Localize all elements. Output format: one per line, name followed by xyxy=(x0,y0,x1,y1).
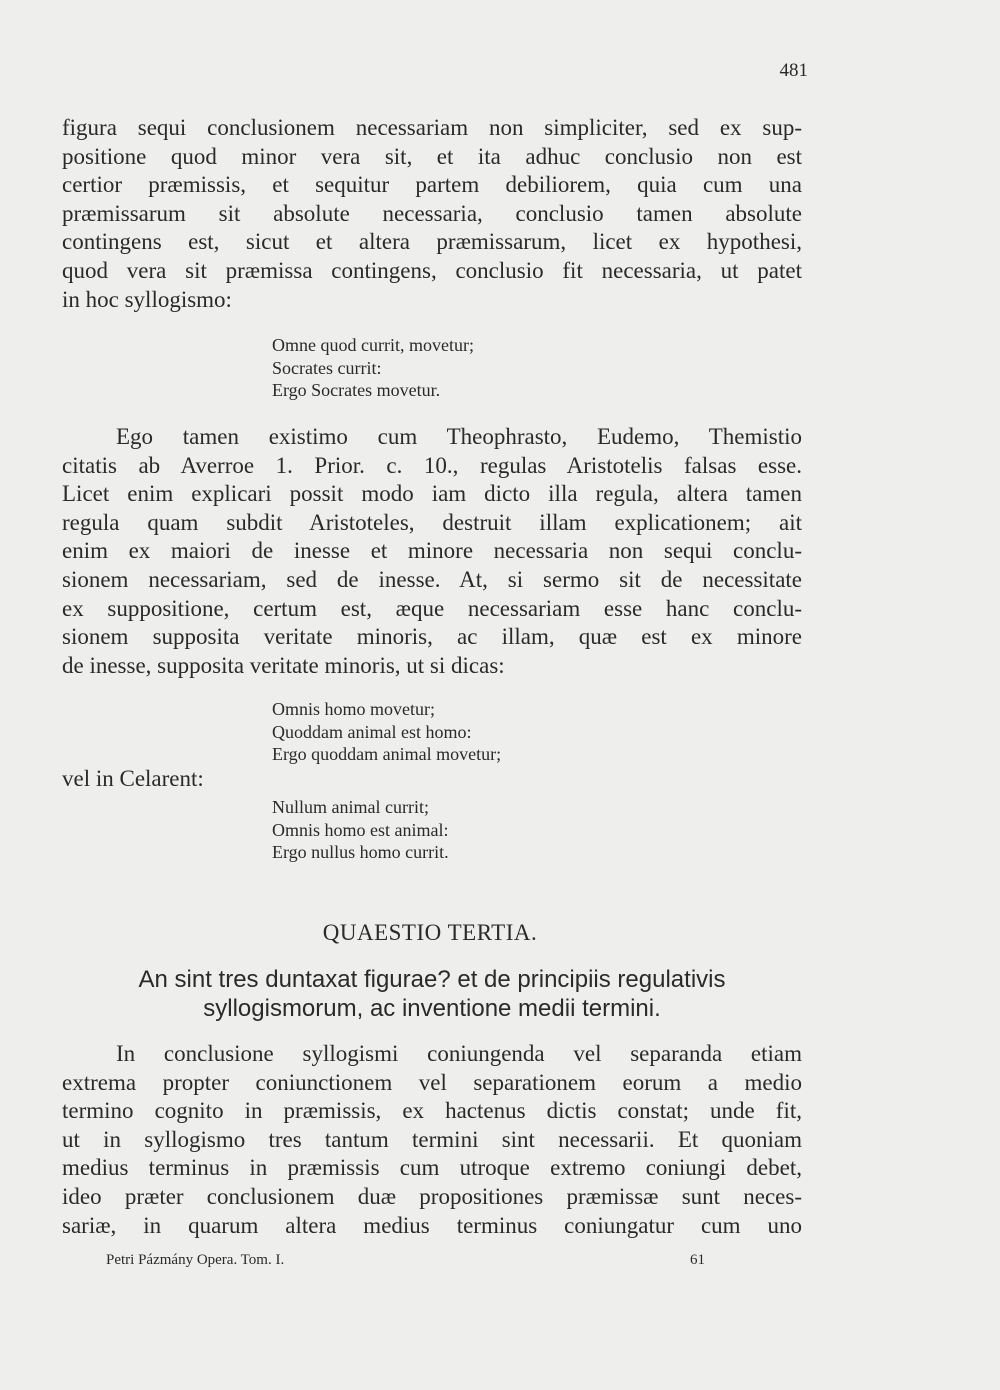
text-line: citatis ab Averroe 1. Prior. c. 10., regulas Aristotelis falsas esse. xyxy=(62,452,802,478)
subheading-line: An sint tres duntaxat figurae? et de principiis regulativis xyxy=(138,966,726,993)
text-line: ideo præter conclusionem duæ propositiones præmissæ sunt neces- xyxy=(62,1183,802,1209)
text-line: præmissarum sit absolute necessaria, conclusio tamen absolute xyxy=(62,200,802,226)
syllogism-3 xyxy=(272,796,449,864)
syllogism-2 xyxy=(272,698,501,766)
text-line: extrema propter coniunctionem vel separationem eorum a medio xyxy=(62,1069,802,1095)
footer-sheet-number: 61 xyxy=(690,1252,705,1268)
premise-line: Omnis homo movetur; xyxy=(272,699,435,719)
text-line: termino cognito in præmissis, ex hactenus dictis constat; unde fit, xyxy=(62,1098,802,1124)
question-heading: QUAESTIO TERTIA. xyxy=(322,920,538,945)
premise-line: Quoddam animal est homo: xyxy=(272,721,472,742)
subheading-line: syllogismorum, ac inventione medii termini. xyxy=(203,995,661,1022)
text-line: ut in syllogismo tres tantum termini sint necessarii. Et quoniam xyxy=(62,1126,802,1152)
text-line: quod vera sit præmissa contingens, conclusio fit necessaria, ut patet xyxy=(62,257,802,283)
text-line: medius terminus in præmissis cum utroque extremo coniungi debet, xyxy=(62,1155,802,1181)
question-subheading xyxy=(62,965,802,1023)
vel-in-celarent-label: vel in Celarent: xyxy=(62,766,204,791)
premise-line: Omne quod currit, movetur; xyxy=(272,335,474,355)
conclusion-line: Ergo quoddam animal movetur; xyxy=(272,744,502,765)
premise-line: Nullum animal currit; xyxy=(272,797,429,817)
text-line: ex suppositione, certum est, æque necessariam esse hanc conclu- xyxy=(62,595,802,621)
premise-line: Omnis homo est animal: xyxy=(272,819,449,840)
text-line: Licet enim explicari possit modo iam dicto illa regula, altera tamen xyxy=(62,481,802,507)
text-line: sariæ, in quarum altera medius terminus coniungatur cum uno xyxy=(62,1212,802,1238)
text-line: sionem supposita veritate minoris, ac illam, quæ est ex minore xyxy=(62,624,802,650)
paragraph-1 xyxy=(62,114,802,314)
footer-signature: Petri Pázmány Opera. Tom. I. xyxy=(106,1252,285,1268)
syllogism-1 xyxy=(272,334,474,402)
conclusion-line: Ergo nullus homo currit. xyxy=(272,842,449,863)
text-line: contingens est, sicut et altera præmissarum, licet ex hypothesi, xyxy=(62,229,802,255)
text-line: Ego tamen existimo cum Theophrasto, Eudemo, Themistio xyxy=(116,424,802,449)
paragraph-2 xyxy=(62,423,802,680)
text-line: sionem necessariam, sed de inesse. At, si sermo sit de necessitate xyxy=(62,566,802,592)
text-line: In conclusione syllogismi coniungenda vel separanda etiam xyxy=(116,1041,802,1066)
text-line: enim ex maiori de inesse et minore necessaria non sequi conclu- xyxy=(62,538,802,564)
text-line: de inesse, supposita veritate minoris, ut si dicas: xyxy=(62,652,505,678)
text-line: regula quam subdit Aristoteles, destruit illam explicationem; ait xyxy=(62,509,802,535)
premise-line: Socrates currit: xyxy=(272,357,382,378)
text-line: certior præmissis, et sequitur partem debiliorem, quia cum una xyxy=(62,172,802,198)
conclusion-line: Ergo Socrates movetur. xyxy=(272,380,441,401)
text-line: positione quod minor vera sit, et ita adhuc conclusio non est xyxy=(62,143,802,169)
text-line: in hoc syllogismo: xyxy=(62,286,232,312)
page-number: 481 xyxy=(779,60,808,81)
text-line: figura sequi conclusionem necessariam non simpliciter, sed ex sup- xyxy=(62,115,802,140)
paragraph-3 xyxy=(62,1040,802,1240)
